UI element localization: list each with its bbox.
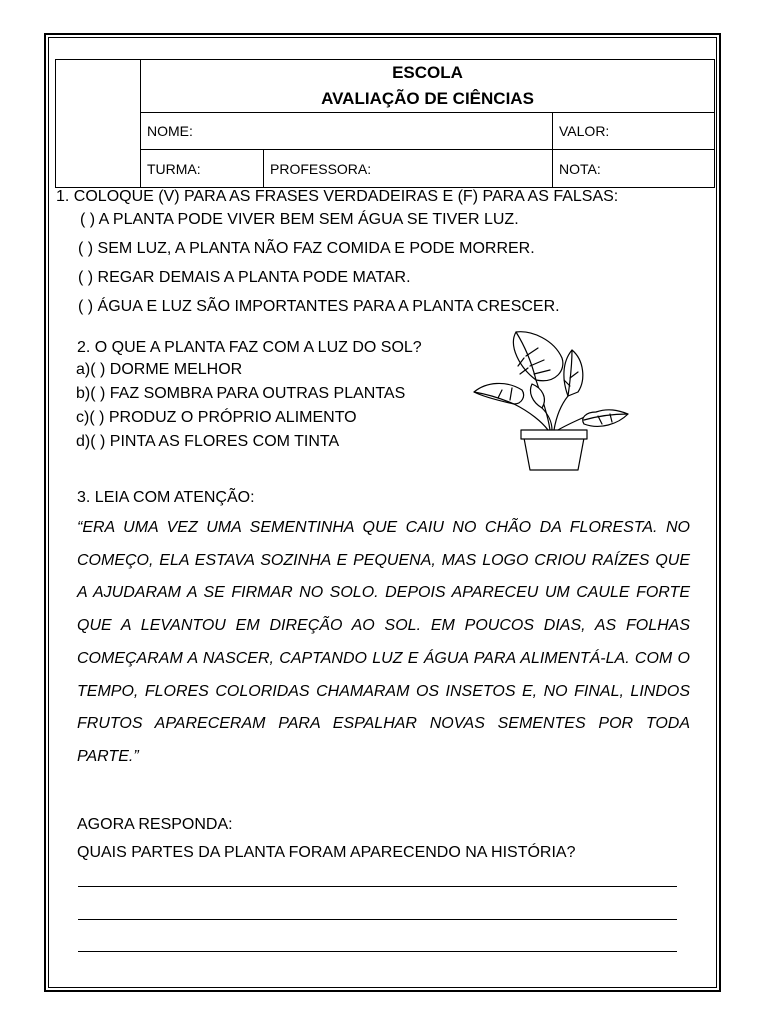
turma-field[interactable]: [141, 150, 264, 188]
header-title-cell: [141, 60, 715, 113]
answer-line[interactable]: [78, 919, 677, 920]
answer-line[interactable]: [78, 951, 677, 952]
answer-line[interactable]: [78, 886, 677, 887]
q2-option-d[interactable]: [76, 432, 339, 452]
option-text: ( ) FAZ SOMBRA PARA OUTRAS PLANTAS: [90, 385, 406, 402]
professora-field[interactable]: [264, 150, 553, 188]
option-text: ( ) PINTA AS FLORES COM TINTA: [90, 433, 340, 450]
q2-prompt: 2. O QUE A PLANTA FAZ COM A LUZ DO SOL?: [77, 339, 422, 356]
q2-option-a[interactable]: [76, 360, 242, 380]
school-name: ESCOLA: [392, 63, 463, 82]
option-letter: a): [76, 361, 91, 378]
q1-prompt: 1. COLOQUE (V) PARA AS FRASES VERDADEIRAS E (F) PARA AS FALSAS:: [56, 188, 619, 205]
logo-cell: [56, 60, 141, 188]
q1-item[interactable]: ( ) SEM LUZ, A PLANTA NÃO FAZ COMIDA E PODE MORRER.: [78, 240, 535, 257]
potted-plant-illustration: [472, 326, 630, 474]
q3-instruction: AGORA RESPONDA:: [77, 816, 233, 833]
nota-field[interactable]: [553, 150, 715, 188]
valor-label: VALOR:: [559, 123, 610, 139]
option-letter: d): [76, 433, 91, 450]
q3-question: QUAIS PARTES DA PLANTA FORAM APARECENDO NA HISTÓRIA?: [77, 844, 576, 861]
exam-title: AVALIAÇÃO DE CIÊNCIAS: [321, 89, 534, 108]
nome-field[interactable]: [141, 113, 553, 150]
q3-prompt: 3. LEIA COM ATENÇÃO:: [77, 489, 255, 506]
turma-label: TURMA:: [147, 160, 201, 177]
valor-field[interactable]: [553, 113, 715, 150]
professora-label: PROFESSORA:: [270, 160, 372, 177]
header-table: [55, 59, 715, 188]
q1-item[interactable]: ( ) A PLANTA PODE VIVER BEM SEM ÁGUA SE TIVER LUZ.: [80, 211, 519, 228]
option-letter: b): [76, 385, 91, 402]
option-letter: c): [76, 409, 90, 426]
nome-label: NOME:: [147, 123, 193, 139]
option-text: ( ) PRODUZ O PRÓPRIO ALIMENTO: [89, 409, 357, 426]
q1-item[interactable]: ( ) REGAR DEMAIS A PLANTA PODE MATAR.: [78, 269, 411, 286]
q2-option-b[interactable]: [76, 384, 405, 404]
option-text: ( ) DORME MELHOR: [90, 361, 243, 378]
story-text: “ERA UMA VEZ UMA SEMENTINHA QUE CAIU NO CHÃO DA FLORESTA. NO COMEÇO, ELA ESTAVA SOZINHA E PEQUENA, MAS LOGO CRIOU RAÍZES QUE A AJUDARAM A SE FIRMAR NO SOLO. DEPOIS APARECEU UM CAULE FORTE QUE A LEVANTOU EM DIREÇÃO AO SOL. EM POUCOS DIAS, AS FOLHAS COMEÇARAM A NASCER, CAPTANDO LUZ E ÁGUA PARA ALIMENTÁ-LA. COM O TEMPO, FLORES COLORIDAS CHAMARAM OS INSETOS E, NO FINAL, LINDOS FRUTOS APARECERAM PARA ESPALHAR NOVAS SEMENTES POR TODA PARTE.”: [77, 519, 690, 765]
q2-option-c[interactable]: [76, 408, 357, 428]
nota-label: NOTA:: [559, 160, 601, 177]
q1-item[interactable]: ( ) ÁGUA E LUZ SÃO IMPORTANTES PARA A PLANTA CRESCER.: [78, 298, 560, 315]
